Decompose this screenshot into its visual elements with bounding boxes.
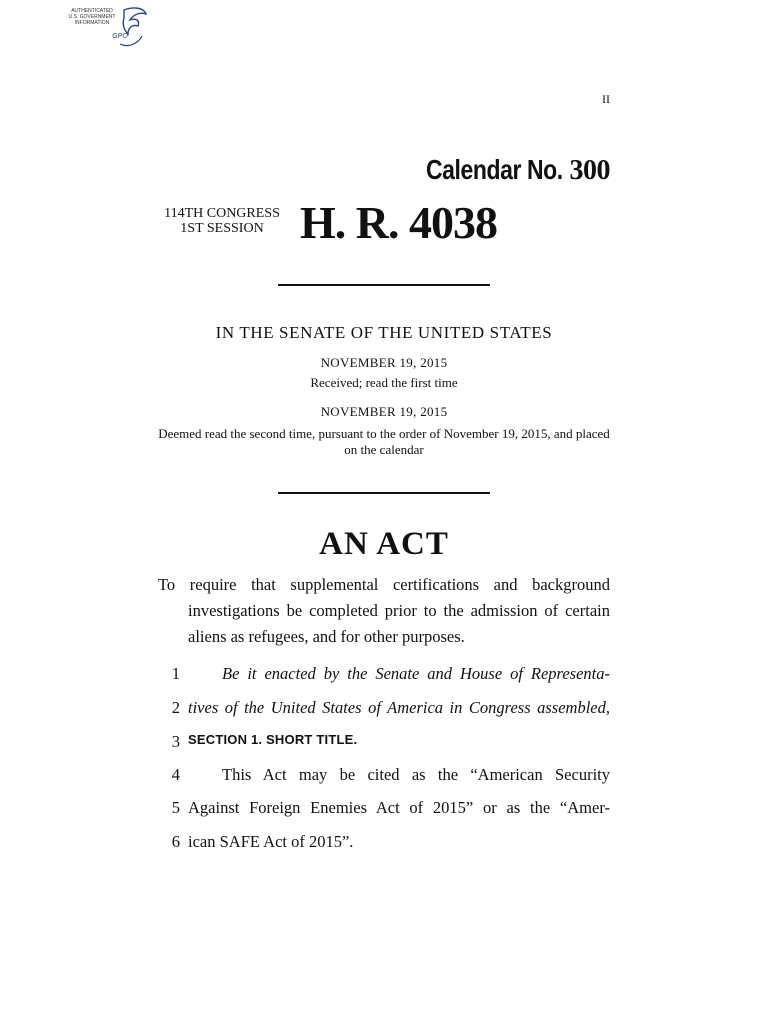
- eagle-icon: [62, 4, 148, 48]
- bill-number: H. R. 4038: [300, 197, 497, 248]
- version-code: II: [602, 92, 610, 106]
- bill-line: [158, 798, 610, 822]
- congress-session: [158, 206, 286, 236]
- calendar-number-value: 300: [569, 155, 610, 186]
- line-text: tives of the United States of America in Congress assembled,: [188, 698, 610, 717]
- line-number: 3: [171, 732, 180, 751]
- line-number: 6: [171, 832, 180, 851]
- seal-line-1: AUTHENTICATED: [71, 8, 113, 14]
- bill-line: [158, 732, 610, 756]
- line-text: Be it enacted by the Senate and House of Representa-: [222, 664, 610, 683]
- calendar-label: Calendar No.: [426, 154, 563, 185]
- seal-line-3: INFORMATION: [74, 20, 110, 26]
- line-text: This Act may be cited as the “American Security: [222, 765, 610, 784]
- seal-line-2: U.S. GOVERNMENT: [68, 14, 116, 20]
- action-text: Received; read the first time: [310, 375, 458, 390]
- section-heading: SECTION 1. SHORT TITLE.: [188, 732, 358, 747]
- action-date: NOVEMBER 19, 2015: [320, 404, 448, 419]
- session-label: 1ST SESSION: [180, 221, 264, 236]
- seal-line-4: GPO: [112, 33, 128, 40]
- line-number: 5: [171, 798, 180, 817]
- calendar-number: [396, 154, 610, 187]
- bill-line: [158, 765, 610, 789]
- bill-line: [158, 698, 610, 722]
- divider-rule: [278, 492, 490, 494]
- act-heading: AN ACT: [319, 526, 449, 562]
- chamber-heading: IN THE SENATE OF THE UNITED STATES: [215, 323, 553, 342]
- line-number: 2: [171, 698, 180, 717]
- line-number: 1: [171, 664, 180, 683]
- line-number: 4: [171, 765, 180, 784]
- gpo-authentication-seal: [62, 4, 148, 48]
- action-text: Deemed read the second time, pursuant to the order of November 19, 2015, and placed on the calendar: [158, 426, 610, 457]
- line-text: Against Foreign Enemies Act of 2015” or as the “Amer-: [188, 798, 610, 817]
- congress-label: 114TH CONGRESS: [164, 206, 280, 221]
- line-text: ican SAFE Act of 2015”.: [188, 832, 354, 851]
- action-date: NOVEMBER 19, 2015: [320, 355, 448, 370]
- bill-line: [158, 664, 610, 688]
- purpose-clause: To require that supplemental certifications and background investigations be completed prior to the admission of certain aliens as refugees, and for other purposes.: [158, 575, 610, 646]
- bill-line: [158, 832, 610, 856]
- divider-rule: [278, 284, 490, 286]
